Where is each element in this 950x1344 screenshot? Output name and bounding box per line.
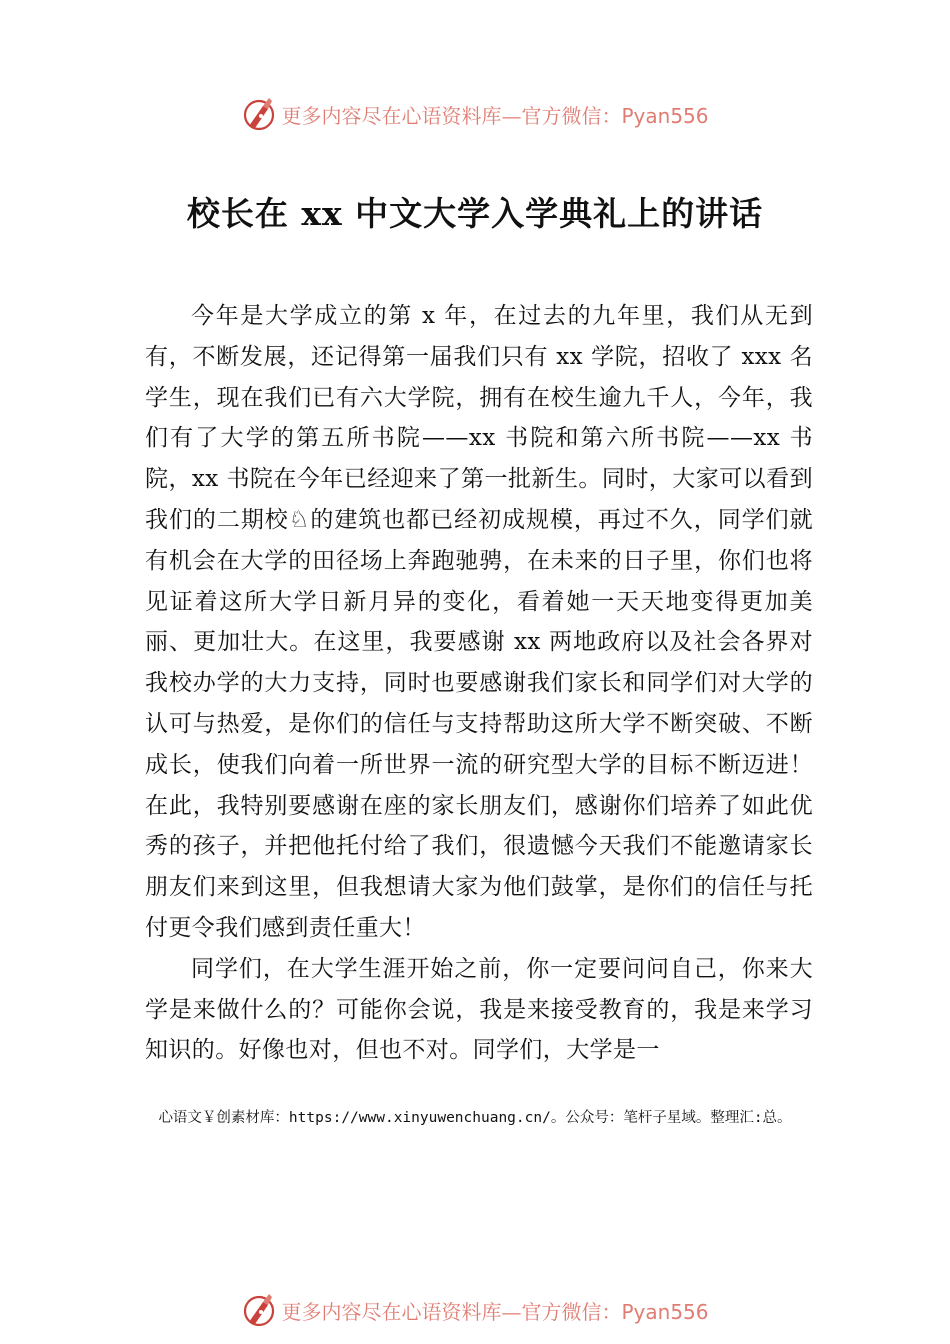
footer-banner (0, 1290, 950, 1330)
wechat-id: Pyan556 (621, 103, 709, 128)
document-title: 校长在 xx 中文大学入学典礼上的讲话 (186, 194, 764, 233)
source-note: 心语文￥创素材库：https://www.xinyuwenchuang.cn/。公众号：笔杆子星域。整理汇:总。 (158, 1110, 792, 1126)
pen-logo-icon (241, 96, 277, 132)
banner-text: 更多内容尽在心语资料库—官方微信：Pyan556 (281, 103, 709, 128)
header-banner (0, 94, 950, 134)
paragraph: 同学们，在大学生涯开始之前，你一定要问问自己，你来大学是来做什么的？可能你会说，我是来接受教育的，我是来学习知识的。好像也对，但也不对。同学们，大学是一 (145, 955, 813, 1064)
banner-text: 更多内容尽在心语资料库—官方微信：Pyan556 (281, 1299, 709, 1324)
wechat-id: Pyan556 (621, 1299, 709, 1324)
document-body (145, 296, 813, 1071)
paragraph: 今年是大学成立的第 x 年，在过去的九年里，我们从无到有，不断发展，还记得第一届我们只有 xx 学院，招收了 xxx 名学生，现在我们已有六大学院，拥有在校生逾九千人，今年，我们有了大学的第五所书院——xx 书院和第六所书院——xx 书院，xx 书院在今年已经迎来了第一批新生。同时，大家可以看到我们的二期校♘的建筑也都已经初成规模，再过不久，同学们就有机会在大学的田径场上奔跑驰骋，在未来的日子里，你们也将见证着这所大学日新月异的变化，看着她一天天地变得更加美丽、更加壮大。在这里，我要感谢 xx 两地政府以及社会各界对我校办学的大力支持，同时也要感谢我们家长和同学们对大学的认可与热爱，是你们的信任与支持帮助这所大学不断突破、不断成长，使我们向着一所世界一流的研究型大学的目标不断迈进！在此，我特别要感谢在座的家长朋友们，感谢你们培养了如此优秀的孩子，并把他托付给了我们，很遗憾今天我们不能邀请家长朋友们来到这里，但我想请大家为他们鼓掌，是你们的信任与托付更令我们感到责任重大！ (145, 303, 813, 941)
pen-logo-icon (241, 1292, 277, 1328)
